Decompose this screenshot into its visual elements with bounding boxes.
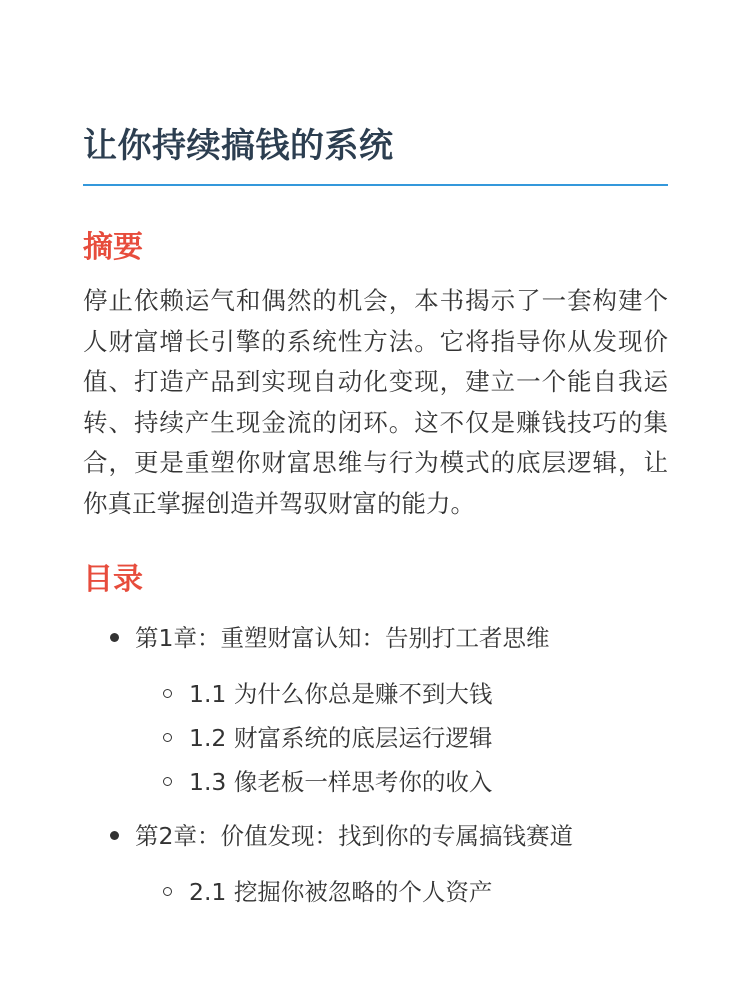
disc-bullet-icon [110,831,119,840]
toc-section-2-1-label: 2.1 挖掘你被忽略的个人资产 [189,878,493,906]
toc-chapter-1 [83,618,668,804]
toc-chapter-2 [83,816,668,914]
toc-chapter-1-row [83,618,668,658]
title-divider [83,184,668,186]
toc-section-1-2-label: 1.2 财富系统的底层运行逻辑 [189,724,493,752]
abstract-paragraph: 停止依赖运气和偶然的机会，本书揭示了一套构建个人财富增长引擎的系统性方法。它将指导你从发现价值、打造产品到实现自动化变现，建立一个能自我运转、持续产生现金流的闭环。这不仅是赚钱技巧的集合，更是重塑你财富思维与行为模式的底层逻辑，让你真正掌握创造并驾驭财富的能力。 [83,286,668,518]
circle-bullet-icon [163,887,172,896]
toc-section-1-1-label: 1.1 为什么你总是赚不到大钱 [189,680,493,708]
abstract-heading: 摘要 [83,230,143,265]
disc-bullet-icon [110,633,119,642]
toc-section-1-3-label: 1.3 像老板一样思考你的收入 [189,768,493,796]
toc-chapter-2-label: 第2章：价值发现：找到你的专属搞钱赛道 [135,822,573,850]
toc-chapter-2-sections [83,870,668,914]
toc-section-1-1 [83,672,668,716]
circle-bullet-icon [163,733,172,742]
circle-bullet-icon [163,777,172,786]
toc-section-2-1 [83,870,668,914]
toc-chapter-1-sections [83,672,668,804]
toc-heading: 目录 [83,562,143,597]
toc-section-1-3 [83,760,668,804]
toc-chapter-2-row [83,816,668,856]
circle-bullet-icon [163,689,172,698]
document-title: 让你持续搞钱的系统 [83,126,394,166]
toc-chapter-1-label: 第1章：重塑财富认知：告别打工者思维 [135,624,550,652]
toc-section-1-2 [83,716,668,760]
table-of-contents [83,618,668,914]
